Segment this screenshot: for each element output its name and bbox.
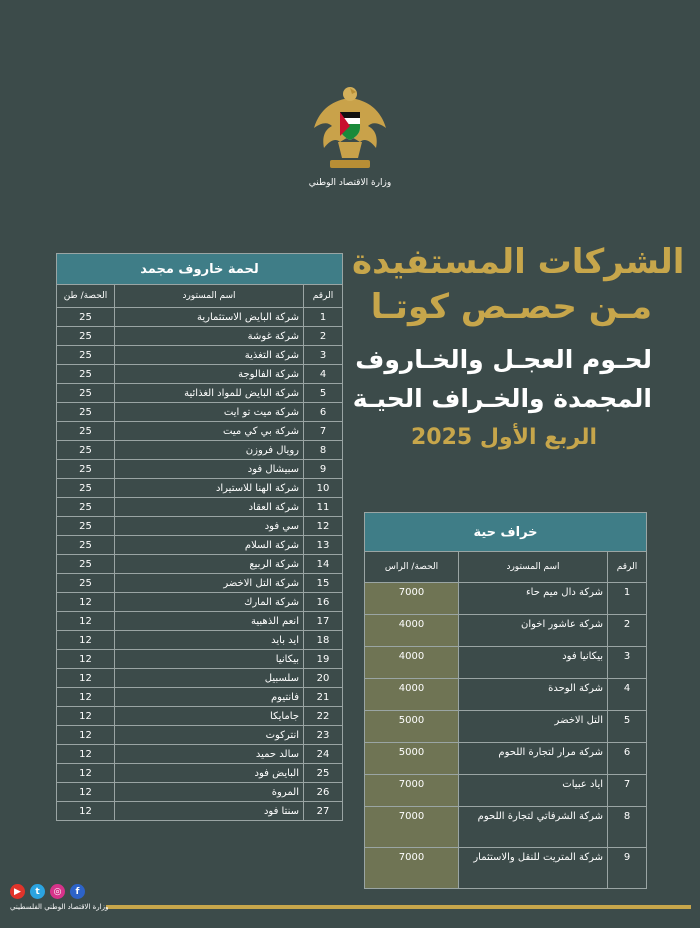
cell-quota: 12	[57, 612, 115, 631]
table-row	[365, 848, 647, 889]
cell-num: 23	[304, 726, 343, 745]
header-name: اسم المستورد	[115, 285, 304, 308]
cell-name: شركة المتريت للنقل والاستثمار	[459, 848, 608, 889]
social-icons	[10, 884, 85, 899]
cell-name: انتركوت	[115, 726, 304, 745]
header-quota: الحصة/ طن	[57, 285, 115, 308]
cell-num: 18	[304, 631, 343, 650]
cell-name: شركة الشرفاتي لتجارة اللحوم	[459, 807, 608, 848]
table-row	[365, 615, 647, 647]
cell-quota: 12	[57, 707, 115, 726]
cell-quota: 25	[57, 327, 115, 346]
palestine-eagle-emblem	[312, 78, 388, 174]
table-row	[365, 647, 647, 679]
cell-quota: 5000	[365, 711, 459, 743]
table-row	[57, 783, 343, 802]
cell-quota: 5000	[365, 743, 459, 775]
table-row	[365, 775, 647, 807]
cell-num: 1	[304, 308, 343, 327]
cell-num: 12	[304, 517, 343, 536]
cell-num: 2	[608, 615, 647, 647]
cell-name: شركة بي كي ميت	[115, 422, 304, 441]
table-row	[57, 365, 343, 384]
header-name: اسم المستورد	[459, 552, 608, 583]
cell-num: 25	[304, 764, 343, 783]
cell-quota: 25	[57, 517, 115, 536]
cell-name: شركة السلام	[115, 536, 304, 555]
cell-num: 13	[304, 536, 343, 555]
cell-quota: 4000	[365, 679, 459, 711]
title-line-5: الربع الأول 2025	[410, 425, 597, 450]
live-sheep-caption: خراف حية	[365, 513, 647, 552]
cell-name: المروة	[115, 783, 304, 802]
table-row	[57, 802, 343, 821]
footer-ministry-text: وزارة الاقتصاد الوطني الفلسطيني	[10, 903, 109, 911]
cell-name: فانتيوم	[115, 688, 304, 707]
cell-quota: 25	[57, 308, 115, 327]
cell-name: سالد حميد	[115, 745, 304, 764]
cell-quota: 7000	[365, 848, 459, 889]
cell-name: اياد عبيات	[459, 775, 608, 807]
cell-num: 7	[608, 775, 647, 807]
table-row	[57, 726, 343, 745]
live-sheep-table	[364, 512, 647, 889]
cell-num: 10	[304, 479, 343, 498]
cell-name: انعم الذهبية	[115, 612, 304, 631]
cell-num: 6	[304, 403, 343, 422]
table-row	[57, 631, 343, 650]
cell-name: سنتا فود	[115, 802, 304, 821]
table-row	[57, 650, 343, 669]
table-row	[57, 764, 343, 783]
cell-name: جامايكا	[115, 707, 304, 726]
cell-num: 4	[608, 679, 647, 711]
table-row	[57, 479, 343, 498]
cell-num: 4	[304, 365, 343, 384]
title-line-3: لحـوم العجـل والخـاروف	[355, 345, 652, 374]
table-row	[57, 536, 343, 555]
cell-num: 6	[608, 743, 647, 775]
cell-num: 7	[304, 422, 343, 441]
table-row	[365, 807, 647, 848]
cell-quota: 12	[57, 593, 115, 612]
cell-num: 21	[304, 688, 343, 707]
cell-num: 20	[304, 669, 343, 688]
cell-name: شركة البايض للمواد الغذائية	[115, 384, 304, 403]
cell-num: 17	[304, 612, 343, 631]
header-quota: الحصة/ الراس	[365, 552, 459, 583]
cell-num: 1	[608, 583, 647, 615]
table-row	[57, 422, 343, 441]
cell-quota: 25	[57, 346, 115, 365]
cell-quota: 7000	[365, 807, 459, 848]
title-line-2: مـن حصـص كوتـا	[370, 287, 652, 327]
instagram-icon[interactable]: ◎	[50, 884, 65, 899]
table-row	[57, 688, 343, 707]
cell-name: شركة العقاد	[115, 498, 304, 517]
cell-name: شركة غوشة	[115, 327, 304, 346]
cell-num: 11	[304, 498, 343, 517]
cell-num: 26	[304, 783, 343, 802]
table-row	[57, 612, 343, 631]
live-sheep-rows	[365, 583, 647, 889]
cell-num: 9	[608, 848, 647, 889]
cell-num: 14	[304, 555, 343, 574]
cell-name: شركة التل الاخضر	[115, 574, 304, 593]
table-row	[57, 384, 343, 403]
frozen-lamb-rows	[57, 308, 343, 821]
cell-quota: 12	[57, 802, 115, 821]
cell-quota: 4000	[365, 647, 459, 679]
title-line-1: الشركات المستفيدة	[352, 242, 685, 282]
table-row	[57, 669, 343, 688]
table-row	[57, 308, 343, 327]
table-row	[365, 711, 647, 743]
cell-quota: 12	[57, 726, 115, 745]
cell-quota: 12	[57, 669, 115, 688]
cell-name: شركة الهنا للاستيراد	[115, 479, 304, 498]
table-row	[57, 574, 343, 593]
cell-name: سلسبيل	[115, 669, 304, 688]
cell-name: بيكانيا	[115, 650, 304, 669]
cell-name: رويال فروزن	[115, 441, 304, 460]
cell-num: 2	[304, 327, 343, 346]
cell-quota: 25	[57, 574, 115, 593]
cell-quota: 25	[57, 365, 115, 384]
cell-num: 27	[304, 802, 343, 821]
cell-num: 8	[608, 807, 647, 848]
youtube-icon[interactable]: ▶	[10, 884, 25, 899]
cell-quota: 25	[57, 460, 115, 479]
table-row	[57, 555, 343, 574]
cell-quota: 25	[57, 422, 115, 441]
cell-name: البايض فود	[115, 764, 304, 783]
frozen-lamb-caption: لحمة خاروف مجمد	[57, 254, 343, 285]
table-row	[365, 743, 647, 775]
cell-name: شركة دال ميم حاء	[459, 583, 608, 615]
cell-name: شركة المارك	[115, 593, 304, 612]
cell-quota: 7000	[365, 775, 459, 807]
cell-name: شركة مرار لتجارة اللحوم	[459, 743, 608, 775]
cell-quota: 12	[57, 688, 115, 707]
cell-quota: 25	[57, 441, 115, 460]
twitter-icon[interactable]: t	[30, 884, 45, 899]
cell-quota: 4000	[365, 615, 459, 647]
table-row	[57, 441, 343, 460]
cell-num: 22	[304, 707, 343, 726]
table-row	[57, 593, 343, 612]
cell-num: 8	[304, 441, 343, 460]
cell-num: 19	[304, 650, 343, 669]
cell-quota: 25	[57, 555, 115, 574]
cell-name: سي فود	[115, 517, 304, 536]
cell-quota: 25	[57, 479, 115, 498]
table-row	[57, 498, 343, 517]
table-row	[57, 517, 343, 536]
table-row	[365, 583, 647, 615]
cell-name: شركة الوحدة	[459, 679, 608, 711]
cell-num: 3	[304, 346, 343, 365]
cell-name: شركة التغذية	[115, 346, 304, 365]
cell-quota: 12	[57, 764, 115, 783]
cell-quota: 12	[57, 745, 115, 764]
cell-name: ايد بايد	[115, 631, 304, 650]
cell-name: التل الاخضر	[459, 711, 608, 743]
table-row	[57, 403, 343, 422]
cell-num: 15	[304, 574, 343, 593]
title-line-4: المجمدة والخـراف الحيـة	[352, 384, 652, 413]
ministry-name: وزارة الاقتصاد الوطني	[308, 178, 392, 188]
cell-quota: 12	[57, 650, 115, 669]
cell-quota: 25	[57, 384, 115, 403]
header-num: الرقم	[608, 552, 647, 583]
cell-quota: 12	[57, 783, 115, 802]
cell-name: شركة ميت تو ايت	[115, 403, 304, 422]
cell-quota: 12	[57, 631, 115, 650]
table-row	[365, 679, 647, 711]
table-row	[57, 346, 343, 365]
table-row	[57, 745, 343, 764]
cell-name: سبيشال فود	[115, 460, 304, 479]
cell-quota: 25	[57, 403, 115, 422]
footer-divider	[106, 905, 691, 909]
table-row	[57, 327, 343, 346]
table-row	[57, 707, 343, 726]
cell-num: 9	[304, 460, 343, 479]
header-num: الرقم	[304, 285, 343, 308]
table-row	[57, 460, 343, 479]
cell-num: 3	[608, 647, 647, 679]
facebook-icon[interactable]: f	[70, 884, 85, 899]
cell-num: 16	[304, 593, 343, 612]
cell-quota: 25	[57, 536, 115, 555]
cell-name: بيكانيا فود	[459, 647, 608, 679]
cell-name: شركة البايض الاستثمارية	[115, 308, 304, 327]
cell-quota: 25	[57, 498, 115, 517]
title-block	[352, 240, 685, 458]
cell-num: 5	[608, 711, 647, 743]
cell-num: 24	[304, 745, 343, 764]
frozen-lamb-table	[56, 253, 343, 821]
cell-name: شركة عاشور اخوان	[459, 615, 608, 647]
cell-num: 5	[304, 384, 343, 403]
cell-name: شركة الفالوجة	[115, 365, 304, 384]
cell-quota: 7000	[365, 583, 459, 615]
cell-name: شركة الربيع	[115, 555, 304, 574]
